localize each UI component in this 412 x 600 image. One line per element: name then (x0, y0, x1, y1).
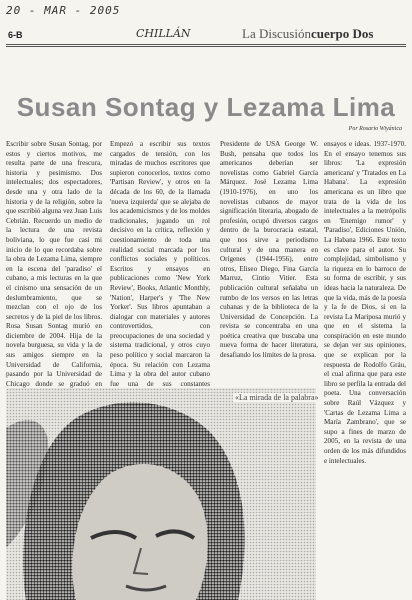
article-byline: Por Rosario Wiyánica (348, 126, 402, 132)
author-photo (6, 388, 316, 600)
svg-text:CHILLÁN: CHILLÁN (136, 27, 191, 40)
header-rule (6, 44, 406, 45)
article-column-4: ensayos e ideas. 1937-1970. En el ensayo tenemos sus libros: 'La expresión americana' y 'Tratados en La Habana'. La expresión americana es un libro que trata de la vida de los intelectuales a la metrópolis en 'Enemigo rumor' y 'Paradiso', Ediciones Unión, La Habana 1966. Este texto es clave para el autor. Su complejidad, simbolismo y la riqueza en lo barroco de su forma de escribir, y sus ideas hacia la naturaleza. De que la vida, más de la poesía y la fe de Dios, si en la revista La Mariposa murió y que en el sistema la conspiración en este mundo se dejan ver sus opiniones, que se explican por la respuesta de Rodolfo Gráu, el cual afirma que para este libro se perfila la entrada del poeta. Una conversación sobre Raúl Vázquez y 'Cartas de Lezama Lima a María Zambrano', que se supo a fines de marzo de 2005, en la revista de una orden de los más difundidos e intelectuales. (324, 140, 406, 465)
header-rule-thin (6, 46, 406, 47)
handwritten-date: 20 - MAR - 2005 (6, 4, 121, 17)
article-column-3: Presidente de USA George W. Bush, pensaba que todos los americanos deberían ser novelistas como Gabriel García Márquez. José Lezama Lima (1910-1976), en uno los novelistas cubanos de mayor significación literaria, abogado de profesión, ocupó diversos cargos dentro de la burocracia estatal, que nos sirve a periodismo cultural y de una manera en Orígenes (1944-1956), entre otros, Eliseo Diego, Fina García Marruz, Cintio Vitier. Esta publicación cultural señalaba un rumbo de los versos en las letras cubanas y de la biblioteca de la Universidad de Concepción. La revista se concentraba en una poética creativa que buscaba una nueva forma de hacer literatura, desafiando los límites de la prosa. (220, 140, 318, 360)
section-heading: La Discusióncuerpo Dos (242, 26, 374, 41)
page-number: 6-B (8, 30, 23, 40)
photo-caption: «La mirada de la palabra» (235, 393, 319, 402)
article-title: Susan Sontag y Lezama Lima (16, 92, 396, 122)
newspaper-logo (134, 26, 204, 40)
article-column-2: Empezó a escribir sus textos cargados de tensión, con los miradas de muchos escritores que supieron conocerlos, textos como 'Partisan Review', y otros en la década de los 60, de la llamada 'nueva izquierda' que se alejaba de los academicismos y de los moldes tradicionales, jugando un rol decisivo en la crítica, reflexión y cuestionamiento de toda una realidad social marcada por los conflictos sociales y políticos. Escritos y ensayos en publicaciones como 'New York Review', Books, Atlantic Monthly, 'Nation', Harper's y 'The New Yorker'. Sus libros apuntaban a dialogar con materiales y autores controvertidos, con preocupaciones de una sociedad y sistema tradicional, y otros cuyo peso político y social marcaron la época. Su relación con Lezama Lima y la obra del autor cubano fue una de sus constantes (110, 140, 210, 388)
article-column-1: Escribir sobre Susan Sontag, por estos y ciertos motivos, me resulta parte de una frescura, historia y pesimismo. Dos intelectuales; dos espectadores, desde una y otra lado de la historia y de la religión, sobre la que escribió alguna vez Juan Luis Cebrián. Recuerdo un medio de la lectura de una revista boliviana, lo que fue casi mi inicio de lo que recordaba sobre la obra de Lezama Lima, siempre en la escena del 'paradiso' el cubano, a mis lecturas en la que el cinismo una sensación de un deslumbramiento, que se mezclan con el ojo de los secretos y de la piel de los libros. Rosa Susan Sontag murió en diciembre de 2004. Hija de la novela burguesa, su vida y la de sus amigos siempre en la Universidad de California, pasando por la Universidad de Chicago donde se graduó en (6, 140, 102, 388)
